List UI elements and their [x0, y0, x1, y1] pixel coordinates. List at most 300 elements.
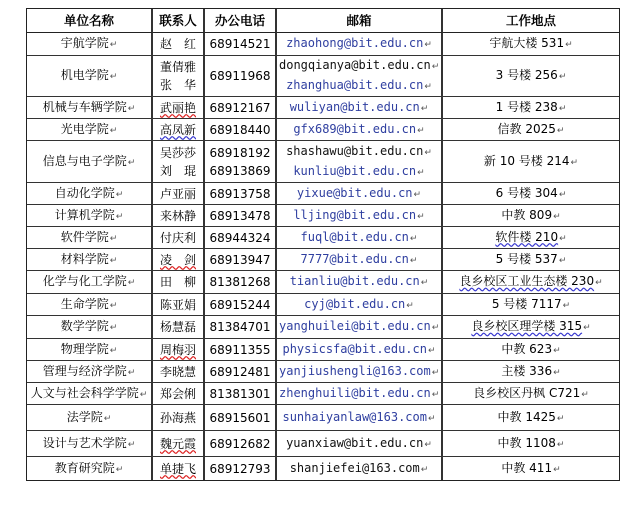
- location-text: 中教 411: [501, 460, 553, 475]
- unit-cell: [27, 294, 153, 316]
- phone-line: [207, 363, 273, 381]
- unit-name: 设计与艺术学院: [42, 435, 127, 450]
- paragraph-mark: ↵: [431, 389, 440, 400]
- phone-line: [207, 341, 273, 359]
- contact-name: 赵 红: [159, 37, 196, 51]
- unit-name: 计算机学院: [54, 207, 115, 222]
- email-line: [279, 162, 439, 182]
- email-link: yuanxiaw@bit.edu.cn: [286, 435, 424, 450]
- paragraph-mark: ↵: [417, 211, 425, 222]
- location-text: 信教 2025: [497, 121, 556, 136]
- phone-number: 68918192: [209, 145, 271, 160]
- contact-name: 高凤新: [159, 122, 196, 137]
- email-line: [279, 206, 439, 226]
- paragraph-mark: ↵: [556, 413, 565, 424]
- unit-name: 机电学院: [60, 68, 109, 82]
- unit-cell: [27, 33, 153, 56]
- header-contact: 联系人: [153, 9, 205, 33]
- contact-name: 周梅羽: [159, 342, 196, 357]
- phone-number: 68912793: [209, 461, 271, 476]
- table-row: [27, 205, 619, 227]
- phone-cell: [205, 33, 277, 56]
- phone-cell: [205, 383, 277, 405]
- location-cell: [443, 205, 619, 227]
- phone-number: 68913758: [209, 186, 271, 201]
- contact-line: [155, 251, 201, 269]
- phone-line: [207, 185, 273, 203]
- location-text: 良乡校区丹枫 C721: [473, 385, 581, 400]
- contact-line: [155, 35, 201, 53]
- paragraph-mark: ↵: [558, 103, 567, 114]
- contact-name: 董倩雅: [159, 60, 196, 74]
- paragraph-mark: ↵: [127, 157, 136, 168]
- paragraph-mark: ↵: [417, 167, 425, 178]
- paragraph-mark: ↵: [127, 439, 136, 450]
- contact-line: [155, 162, 201, 180]
- email-cell: [277, 294, 443, 316]
- unit-name: 教育研究院: [54, 460, 115, 475]
- email-cell: [277, 119, 443, 141]
- paragraph-mark: ↵: [431, 62, 440, 72]
- table-row: [27, 431, 619, 457]
- phone-cell: [205, 183, 277, 205]
- phone-cell: [205, 316, 277, 339]
- email-line: [279, 184, 439, 204]
- unit-cell: [27, 457, 153, 480]
- location-cell: [443, 119, 619, 141]
- location-text: 中教 623: [501, 341, 553, 356]
- unit-name: 物理学院: [60, 341, 109, 356]
- email-line: [279, 362, 439, 382]
- location-text: 宇航大楼 531: [489, 36, 565, 50]
- location-cell: [443, 405, 619, 431]
- paragraph-mark: ↵: [570, 157, 579, 168]
- contact-line: [155, 435, 201, 453]
- email-line: [279, 228, 439, 248]
- paragraph-mark: ↵: [431, 367, 440, 378]
- phone-number: 68913869: [209, 163, 271, 178]
- email-cell: [277, 141, 443, 183]
- contact-line: [155, 409, 201, 427]
- phone-cell: [205, 339, 277, 361]
- email-line: [279, 434, 439, 454]
- paragraph-mark: ↵: [127, 103, 136, 114]
- table-body: [27, 33, 619, 480]
- location-cell: [443, 431, 619, 457]
- email-line: [279, 120, 439, 140]
- unit-cell: [27, 183, 153, 205]
- paragraph-mark: ↵: [558, 189, 567, 200]
- email-link: shashawu@bit.edu.cn: [286, 143, 424, 158]
- unit-name: 自动化学院: [54, 185, 115, 200]
- contact-line: [155, 121, 201, 139]
- table-row: [27, 183, 619, 205]
- location-cell: [443, 383, 619, 405]
- phone-cell: [205, 56, 277, 97]
- phone-number: 68918440: [209, 122, 271, 137]
- email-cell: [277, 383, 443, 405]
- paragraph-mark: ↵: [406, 300, 414, 311]
- location-cell: [443, 361, 619, 383]
- table-row: [27, 119, 619, 141]
- location-cell: [443, 294, 619, 316]
- email-link[interactable]: yanghuilei@bit.edu.cn: [279, 319, 431, 333]
- phone-cell: [205, 271, 277, 294]
- paragraph-mark: ↵: [427, 413, 436, 424]
- unit-cell: [27, 271, 153, 294]
- phone-line: [207, 99, 273, 117]
- phone-number: 68944324: [209, 230, 271, 245]
- phone-number: 81381268: [209, 275, 271, 289]
- phone-line: [207, 296, 273, 314]
- email-line: [279, 250, 439, 270]
- location-text: 软件楼 210: [495, 229, 559, 244]
- email-link[interactable]: yixue@bit.edu.cn: [296, 185, 413, 200]
- unit-name: 机械与车辆学院: [42, 99, 127, 114]
- email-link[interactable]: yanjiushengli@163.com: [279, 363, 431, 378]
- contact-line: [155, 363, 201, 381]
- phone-number: 68912682: [209, 436, 271, 451]
- paragraph-mark: ↵: [558, 255, 567, 266]
- paragraph-mark: ↵: [420, 278, 429, 288]
- email-line: [279, 76, 439, 96]
- contact-cell: [153, 294, 205, 316]
- unit-name: 化学与化工学院: [42, 274, 127, 288]
- paragraph-mark: ↵: [565, 40, 573, 50]
- location-text: 新 10 号楼 214: [483, 153, 570, 168]
- contact-name: 刘 琨: [159, 163, 196, 178]
- email-cell: [277, 431, 443, 457]
- location-cell: [443, 227, 619, 249]
- paragraph-mark: ↵: [424, 82, 432, 92]
- paragraph-mark: ↵: [109, 255, 118, 266]
- unit-cell: [27, 431, 153, 457]
- phone-line: [207, 207, 273, 225]
- location-cell: [443, 316, 619, 339]
- unit-cell: [27, 119, 153, 141]
- email-cell: [277, 33, 443, 56]
- contact-line: [155, 144, 201, 162]
- contact-cell: [153, 405, 205, 431]
- contact-name: 来林静: [159, 208, 196, 223]
- phone-cell: [205, 97, 277, 119]
- header-row: [27, 9, 619, 33]
- contact-name: 凌 剑: [159, 252, 196, 267]
- email-link: dongqianya@bit.edu.cn: [279, 58, 431, 72]
- phone-cell: [205, 249, 277, 271]
- contact-cell: [153, 339, 205, 361]
- contact-name: 李晓慧: [159, 364, 196, 379]
- phone-line: [207, 385, 273, 403]
- email-link[interactable]: kunliu@bit.edu.cn: [293, 163, 417, 178]
- table-row: [27, 141, 619, 183]
- unit-cell: [27, 205, 153, 227]
- contact-name: 魏元霞: [159, 436, 196, 451]
- table-row: [27, 361, 619, 383]
- paragraph-mark: ↵: [427, 345, 436, 356]
- email-line: [279, 340, 439, 360]
- phone-cell: [205, 405, 277, 431]
- contact-line: [155, 185, 201, 203]
- contact-name: 吴莎莎: [159, 145, 196, 160]
- paragraph-mark: ↵: [424, 147, 432, 158]
- unit-name: 材料学院: [60, 251, 109, 266]
- contact-line: [155, 296, 201, 314]
- contact-name: 卢亚丽: [159, 186, 196, 201]
- phone-number: 68913478: [209, 208, 271, 223]
- phone-cell: [205, 457, 277, 480]
- phone-line: [207, 435, 273, 453]
- email-line: [279, 408, 439, 428]
- location-text: 5 号楼 7117: [491, 296, 562, 311]
- unit-name: 法学院: [66, 409, 103, 424]
- paragraph-mark: ↵: [424, 439, 432, 450]
- paragraph-mark: ↵: [109, 125, 118, 136]
- contact-name: 张 华: [159, 78, 196, 92]
- location-text: 1 号楼 238: [495, 99, 558, 114]
- email-line: [279, 272, 439, 292]
- unit-name: 人文与社会科学学院: [30, 385, 139, 400]
- table-row: [27, 316, 619, 339]
- location-text: 中教 1108: [497, 435, 556, 450]
- email-cell: [277, 316, 443, 339]
- paragraph-mark: ↵: [553, 464, 561, 475]
- location-cell: [443, 183, 619, 205]
- paragraph-mark: ↵: [109, 233, 118, 244]
- email-cell: [277, 339, 443, 361]
- unit-name: 生命学院: [60, 296, 109, 311]
- email-link[interactable]: zhaohong@bit.edu.cn: [286, 36, 424, 50]
- location-cell: [443, 56, 619, 97]
- email-cell: [277, 205, 443, 227]
- email-cell: [277, 457, 443, 480]
- location-cell: [443, 97, 619, 119]
- email-link: shanjiefei@163.com: [289, 460, 420, 475]
- phone-line: [207, 229, 273, 247]
- table-row: [27, 227, 619, 249]
- paragraph-mark: ↵: [424, 40, 432, 50]
- email-line: [279, 459, 439, 479]
- paragraph-mark: ↵: [562, 300, 571, 311]
- paragraph-mark: ↵: [409, 255, 418, 266]
- unit-cell: [27, 227, 153, 249]
- phone-number: 68911355: [209, 342, 271, 357]
- phone-line: [207, 251, 273, 269]
- email-line: [279, 56, 439, 76]
- location-cell: [443, 141, 619, 183]
- paragraph-mark: ↵: [556, 125, 565, 136]
- paragraph-mark: ↵: [109, 40, 118, 50]
- contact-line: [155, 99, 201, 117]
- paragraph-mark: ↵: [109, 300, 118, 311]
- phone-line: [207, 121, 273, 139]
- paragraph-mark: ↵: [139, 389, 148, 400]
- contact-cell: [153, 183, 205, 205]
- phone-line: [207, 318, 273, 336]
- header-location: 工作地点: [443, 9, 619, 33]
- phone-line: [207, 35, 273, 53]
- paragraph-mark: ↵: [581, 389, 589, 400]
- paragraph-mark: ↵: [553, 211, 561, 222]
- email-link[interactable]: cyj@bit.edu.cn: [304, 296, 406, 311]
- unit-name: 光电学院: [60, 121, 109, 136]
- location-text: 3 号楼 256: [495, 68, 558, 82]
- phone-cell: [205, 361, 277, 383]
- phone-cell: [205, 119, 277, 141]
- contact-line: [155, 273, 201, 291]
- contact-line: [155, 341, 201, 359]
- paragraph-mark: ↵: [109, 72, 118, 82]
- paragraph-mark: ↵: [417, 125, 425, 136]
- location-text: 主楼 336: [501, 363, 553, 378]
- location-cell: [443, 339, 619, 361]
- contact-name: 陈亚娟: [159, 297, 196, 312]
- paragraph-mark: ↵: [558, 72, 567, 82]
- paragraph-mark: ↵: [431, 323, 440, 333]
- paragraph-mark: ↵: [409, 233, 418, 244]
- table-row: [27, 56, 619, 97]
- unit-cell: [27, 361, 153, 383]
- table-row: [27, 339, 619, 361]
- unit-cell: [27, 56, 153, 97]
- location-text: 良乡校区理学楼 315: [471, 319, 583, 333]
- contact-cell: [153, 205, 205, 227]
- email-cell: [277, 361, 443, 383]
- contact-name: 郑会俐: [159, 386, 196, 401]
- contact-cell: [153, 141, 205, 183]
- unit-cell: [27, 97, 153, 119]
- paragraph-mark: ↵: [420, 103, 429, 114]
- contact-cell: [153, 361, 205, 383]
- phone-line: [207, 273, 273, 291]
- header-unit: 单位名称: [27, 9, 153, 33]
- email-link[interactable]: tianliu@bit.edu.cn: [289, 274, 420, 288]
- phone-number: 68915601: [209, 410, 271, 425]
- contact-line: [155, 229, 201, 247]
- phone-number: 68912481: [209, 364, 271, 379]
- email-cell: [277, 271, 443, 294]
- contact-cell: [153, 457, 205, 480]
- paragraph-mark: ↵: [109, 345, 118, 356]
- paragraph-mark: ↵: [553, 345, 561, 356]
- unit-name: 管理与经济学院: [42, 363, 127, 378]
- contact-line: [155, 385, 201, 403]
- paragraph-mark: ↵: [103, 413, 112, 424]
- contact-name: 孙海燕: [159, 410, 196, 425]
- phone-cell: [205, 141, 277, 183]
- table-row: [27, 383, 619, 405]
- contact-cell: [153, 119, 205, 141]
- table-row: [27, 249, 619, 271]
- email-line: [279, 98, 439, 118]
- table-row: [27, 405, 619, 431]
- phone-cell: [205, 431, 277, 457]
- unit-cell: [27, 249, 153, 271]
- contact-name: 付庆利: [159, 230, 196, 245]
- phone-line: [207, 409, 273, 427]
- location-cell: [443, 33, 619, 56]
- email-line: [279, 384, 439, 404]
- contact-cell: [153, 383, 205, 405]
- phone-cell: [205, 227, 277, 249]
- email-cell: [277, 405, 443, 431]
- phone-line: [207, 144, 273, 162]
- email-cell: [277, 56, 443, 97]
- phone-cell: [205, 294, 277, 316]
- paragraph-mark: ↵: [556, 439, 565, 450]
- paragraph-mark: ↵: [420, 464, 429, 475]
- contact-cell: [153, 97, 205, 119]
- phone-number: 68915244: [209, 297, 271, 312]
- unit-name: 宇航学院: [60, 36, 109, 50]
- location-text: 5 号楼 537: [495, 251, 558, 266]
- unit-name: 数学学院: [60, 319, 109, 333]
- header-phone: 办公电话: [205, 9, 277, 33]
- phone-line: [207, 162, 273, 180]
- contact-name: 单捷飞: [159, 461, 196, 476]
- phone-line: [207, 460, 273, 478]
- contact-name: 田 柳: [159, 275, 196, 289]
- table-row: [27, 457, 619, 480]
- email-link[interactable]: fuql@bit.edu.cn: [300, 229, 409, 244]
- location-cell: [443, 457, 619, 480]
- email-link[interactable]: zhenghuili@bit.edu.cn: [279, 385, 431, 400]
- contact-cell: [153, 316, 205, 339]
- email-cell: [277, 183, 443, 205]
- table-row: [27, 33, 619, 56]
- phone-number: 68913947: [209, 252, 271, 267]
- email-link[interactable]: sunhaiyanlaw@163.com: [282, 409, 427, 424]
- unit-cell: [27, 405, 153, 431]
- email-link[interactable]: 7777@bit.edu.cn: [300, 251, 409, 266]
- location-cell: [443, 271, 619, 294]
- contact-cell: [153, 227, 205, 249]
- paragraph-mark: ↵: [595, 278, 603, 288]
- email-link[interactable]: wuliyan@bit.edu.cn: [289, 99, 420, 114]
- unit-name: 信息与电子学院: [42, 153, 127, 168]
- paragraph-mark: ↵: [109, 323, 118, 333]
- phone-number: 68912167: [209, 100, 271, 115]
- paragraph-mark: ↵: [583, 323, 591, 333]
- location-text: 良乡校区工业生态楼 230: [459, 274, 595, 288]
- email-link[interactable]: gfx689@bit.edu.cn: [293, 121, 417, 136]
- email-line: [279, 317, 439, 337]
- contact-cell: [153, 249, 205, 271]
- phone-number: 68911968: [209, 69, 271, 83]
- email-cell: [277, 227, 443, 249]
- unit-cell: [27, 316, 153, 339]
- paragraph-mark: ↵: [553, 367, 561, 378]
- table-row: [27, 271, 619, 294]
- contact-cell: [153, 56, 205, 97]
- email-line: [279, 295, 439, 315]
- email-link[interactable]: physicsfa@bit.edu.cn: [282, 341, 427, 356]
- contact-name: 武丽艳: [159, 100, 196, 115]
- unit-name: 软件学院: [60, 229, 109, 244]
- paragraph-mark: ↵: [115, 189, 124, 200]
- email-link[interactable]: zhanghua@bit.edu.cn: [286, 78, 424, 92]
- contact-name: 杨慧磊: [159, 320, 196, 334]
- phone-cell: [205, 205, 277, 227]
- email-link[interactable]: lljing@bit.edu.cn: [293, 207, 417, 222]
- paragraph-mark: ↵: [413, 189, 422, 200]
- location-cell: [443, 249, 619, 271]
- paragraph-mark: ↵: [115, 211, 124, 222]
- contact-cell: [153, 271, 205, 294]
- table-row: [27, 97, 619, 119]
- phone-number: 68914521: [209, 37, 271, 51]
- contact-line: [155, 58, 201, 76]
